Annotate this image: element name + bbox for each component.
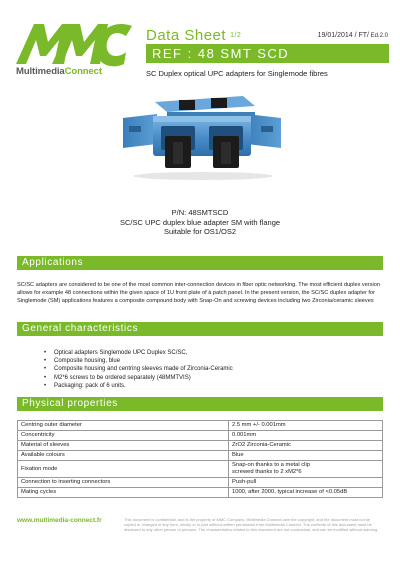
table-row: [18, 421, 383, 431]
table-row: [18, 461, 383, 478]
property-value: 1000, after 2000, typical increase of <0.05dB: [229, 488, 383, 498]
list-item: • M2*6 screws to be ordered separately (48MMTVIS): [44, 374, 233, 382]
property-label: Available colours: [18, 451, 229, 461]
property-value: 0.001mm: [229, 431, 383, 441]
property-label: Fixation mode: [18, 461, 229, 478]
edition-text: Ed.2.0: [368, 33, 388, 39]
part-number: P/N: 48SMTSCD: [171, 208, 229, 217]
datasheet-title-text: Data Sheet: [146, 27, 227, 44]
date-text: 19/01/2014 / FT/: [317, 32, 369, 39]
page-number: 1/2: [230, 32, 242, 39]
sc-duplex-adapter-icon: [115, 92, 290, 182]
list-item: • Composite housing and centring sleeves made of Zirconia-Ceramic: [44, 365, 233, 373]
section-applications: Applications: [17, 256, 383, 270]
brand-name: [16, 66, 102, 77]
table-row: [18, 478, 383, 488]
product-info: [0, 208, 400, 237]
property-value: Blue: [229, 451, 383, 461]
property-label: Material of sleeves: [18, 441, 229, 451]
property-label: Concentricity: [18, 431, 229, 441]
product-subtitle: SC Duplex optical UPC adapters for Singlemode fibres: [146, 69, 328, 78]
property-value-line2: screwed thanks to 2 xM2*6: [232, 469, 302, 475]
datasheet-title: [146, 27, 241, 44]
property-value-line1: Snap-on thanks to a metal clip: [232, 462, 310, 468]
product-description: SC/SC UPC duplex blue adapter SM with flange: [119, 217, 281, 227]
property-label: Mating cycles: [18, 488, 229, 498]
section-general-characteristics: General characteristics: [17, 322, 383, 336]
list-item: • Packaging: pack of 6 units.: [44, 382, 233, 390]
mmc-logo-letters: [16, 24, 132, 66]
property-label: Centring outer diameter: [18, 421, 229, 431]
document-date: [318, 32, 388, 39]
section-physical-properties: Physical properties: [17, 397, 383, 411]
table-row: [18, 451, 383, 461]
property-label: Connection to inserting connectors: [18, 478, 229, 488]
property-value: ZrO2 Zirconia-Ceramic: [229, 441, 383, 451]
brand-name-part1: Multimedia: [16, 66, 65, 77]
brand-name-part2: Connect: [64, 66, 102, 77]
product-compatibility: Suitable for OS1/OS2: [163, 227, 237, 236]
property-value: 2.5 mm +/- 0.001mm: [229, 421, 383, 431]
footer-disclaimer: This document is confidential, and is the property of MMC Company. Multimedia Connect own the copyright, and the document must not be copied or changed in any form, wholly or in part without written permission from Multimedia Connect. The contents of this document must be disclosed to any other person or persons. The characteristics related to this document are not contractual, and can be modified without warning.: [124, 517, 379, 532]
list-item: • Optical adapters Singlemode UPC Duplex SC/SC,: [44, 349, 233, 357]
table-row: [18, 441, 383, 451]
reference-bar: REF : 48 SMT SCD: [146, 44, 389, 63]
list-item: • Composite housing, blue: [44, 357, 233, 365]
characteristics-list: [44, 349, 233, 390]
property-value: Push-pull: [229, 478, 383, 488]
table-row: [18, 488, 383, 498]
properties-table: [17, 420, 383, 498]
table-row: [18, 431, 383, 441]
footer-website-link[interactable]: www.multimedia-connect.fr: [17, 517, 102, 524]
applications-text: SC/SC adapters are considered to be one of the most common inter-connection devices in fiber optic networking. The most efficient duplex version allows for example 48 connections within the given space of 1U front plate of à patch panel. In the present version, the SC/SC duplex adapter for Singlemode (SM) applications features a composite compound body with Snap-On and screwing devices including two Zirconia/ceramic sleeves: [17, 282, 380, 304]
property-value: [229, 461, 383, 478]
